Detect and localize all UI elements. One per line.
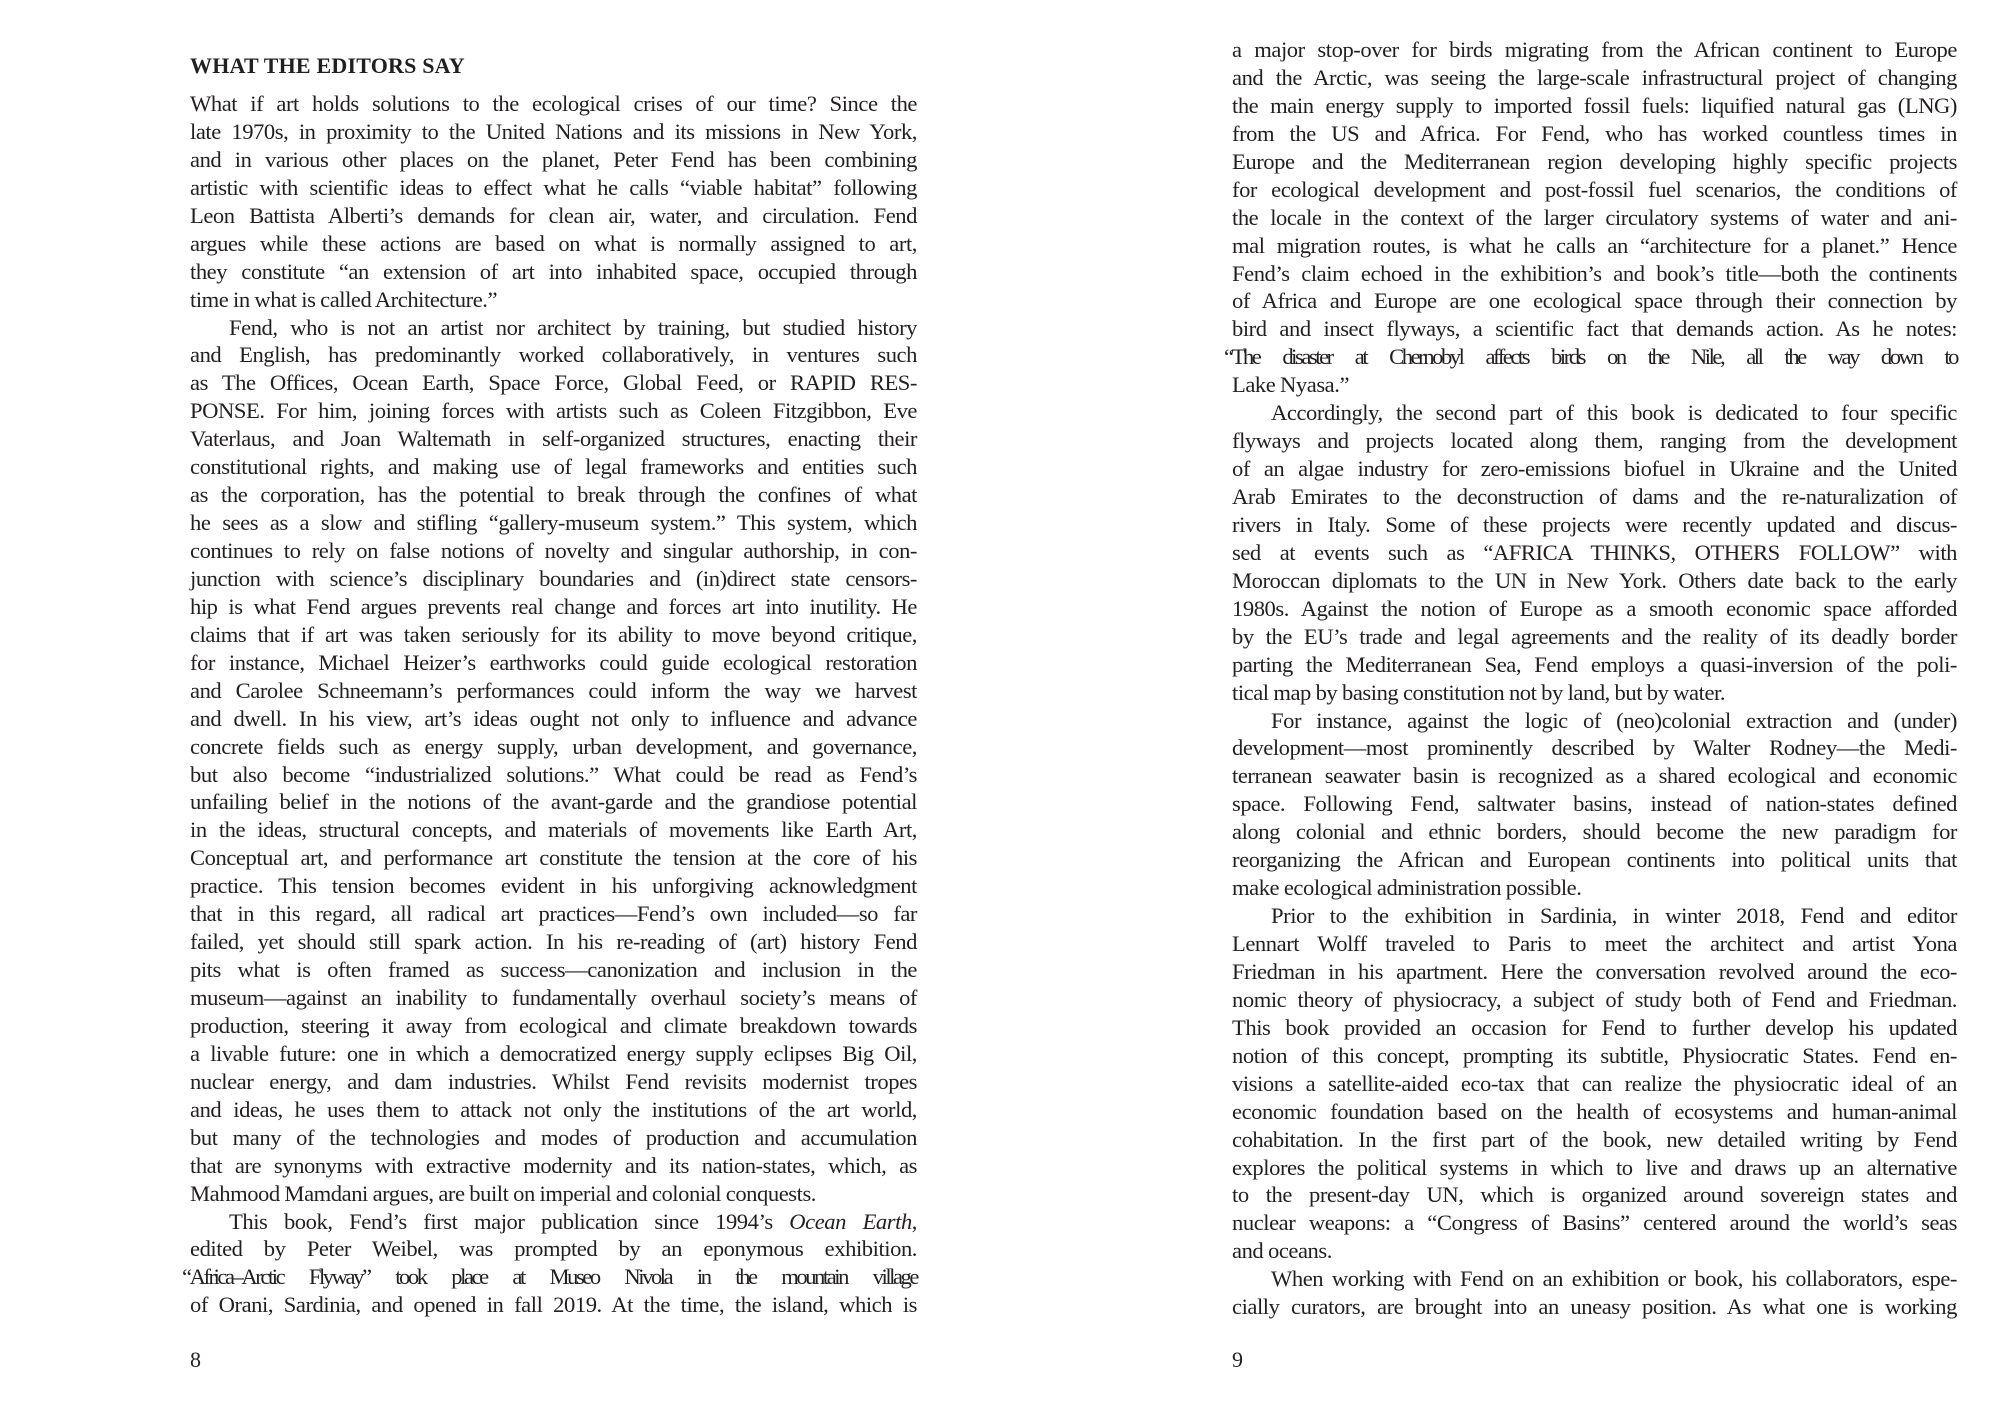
text-line: [190, 537, 917, 565]
text-line-content: Prior to the exhibition in Sardinia, in winter 2018, Fend and editor: [1271, 903, 1957, 929]
text-line-content: of Africa and Europe are one ecological space through their connection by: [1232, 288, 1957, 314]
text-line-content: Moroccan diplomats to the UN in New York. Others date back to the early: [1232, 567, 1957, 593]
text-line: [190, 90, 917, 118]
text-line: [1232, 511, 1957, 539]
text-line-content: the locale in the context of the larger circulatory systems of water and ani-: [1232, 204, 1957, 230]
section-heading: WHAT THE EDITORS SAY: [190, 52, 465, 78]
text-line: [1232, 902, 1957, 930]
text-line: [190, 984, 917, 1012]
text-line: [190, 258, 917, 286]
text-line-content: and Carolee Schneemann’s performances could inform the way we harvest: [190, 677, 917, 703]
text-line-content: terranean seawater basin is recognized as a shared ecological and economic: [1232, 763, 1957, 789]
text-line-content: “The disaster at Chernobyl affects birds on the Nile, all the way down to: [1224, 344, 1957, 370]
text-line: [190, 872, 917, 900]
text-line: [1232, 232, 1957, 260]
text-line: [1232, 818, 1957, 846]
text-line-content: in the ideas, structural concepts, and materials of movements like Earth Art,: [190, 817, 917, 843]
page-number: 9: [1232, 1347, 1243, 1372]
text-line-content: Leon Battista Alberti’s demands for clean air, water, and circulation. Fend: [190, 202, 917, 228]
text-line: [190, 1291, 917, 1319]
text-line-content: they constitute “an extension of art into inhabited space, occupied through: [190, 258, 917, 284]
text-line: [190, 733, 917, 761]
text-line: [1232, 176, 1957, 204]
text-line-content: make ecological administration possible.: [1232, 875, 1582, 901]
text-line: [1232, 762, 1957, 790]
text-line-content: 1980s. Against the notion of Europe as a smooth economic space afforded: [1232, 595, 1957, 621]
text-line-content: and oceans.: [1232, 1238, 1332, 1264]
text-line: [1232, 679, 1957, 707]
text-line: [1232, 651, 1957, 679]
text-line-content: Vaterlaus, and Joan Waltemath in self-organized structures, enacting their: [190, 426, 917, 452]
text-line-content: cohabitation. In the first part of the book, new detailed writing by Fend: [1232, 1126, 1957, 1152]
text-line: [190, 509, 917, 537]
text-line-content: for ecological development and post-fossil fuel scenarios, the conditions of: [1232, 176, 1957, 202]
text-line-content: museum—against an inability to fundamentally overhaul society’s means of: [190, 985, 917, 1010]
text-line-content: flyways and projects located along them, ranging from the development: [1232, 428, 1957, 454]
text-line-content: This book provided an occasion for Fend to further develop his updated: [1232, 1014, 1957, 1040]
text-line: [190, 453, 917, 481]
text-line: [190, 481, 917, 509]
text-line-content: and dwell. In his view, art’s ideas ought not only to influence and advance: [190, 705, 917, 731]
text-line-content: Accordingly, the second part of this book is dedicated to four specific: [1271, 400, 1957, 426]
text-line: [190, 788, 917, 816]
text-line: [1232, 427, 1957, 455]
text-line-content: claims that if art was taken seriously for its ability to move beyond critique,: [190, 621, 917, 647]
text-line: [1232, 260, 1957, 288]
text-line: [190, 621, 917, 649]
text-line-content: constitutional rights, and making use of legal frameworks and entities such: [190, 454, 917, 480]
text-line: [1232, 1098, 1957, 1126]
text-line-content: artistic with scientific ideas to effect what he calls “viable habitat” following: [190, 174, 917, 200]
text-line: [190, 286, 917, 314]
text-line: [190, 1040, 917, 1068]
left-text-column: [182, 90, 917, 1319]
text-line: [1232, 92, 1957, 120]
text-line-content: Lake Nyasa.”: [1232, 372, 1350, 398]
text-line: [1232, 315, 1957, 343]
text-line-content: but many of the technologies and modes of production and accumulation: [190, 1124, 917, 1150]
text-line-content: When working with Fend on an exhibition or book, his collaborators, espe-: [1271, 1266, 1957, 1292]
text-line: [182, 1263, 917, 1291]
text-line-content: pits what is often framed as success—canonization and inclusion in the: [190, 957, 917, 983]
text-line-content: but also become “industrialized solutions.” What could be read as Fend’s: [190, 761, 917, 787]
text-line: [190, 844, 917, 872]
text-line: [190, 230, 917, 258]
punctuation: ,: [911, 1208, 917, 1234]
text-line: [1232, 120, 1957, 148]
text-line: [190, 649, 917, 677]
text-line: [1232, 64, 1957, 92]
text-line-content: Fend’s claim echoed in the exhibition’s and book’s title—both the continents: [1232, 260, 1957, 286]
text-line-content: a major stop-over for birds migrating from the African continent to Europe: [1232, 37, 1957, 62]
text-line: [190, 1124, 917, 1152]
text-line: [1232, 455, 1957, 483]
text-line-content: Fend, who is not an artist nor architect by training, but studied history: [229, 314, 917, 340]
text-line: [190, 341, 917, 369]
text-line: [1232, 734, 1957, 762]
text-line-content: the main energy supply to imported fossil fuels: liquified natural gas (LNG): [1232, 92, 1957, 118]
text-line-content: he sees as a slow and stifling “gallery-museum system.” This system, which: [190, 510, 917, 536]
text-line-content: and the Arctic, was seeing the large-scale infrastructural project of changing: [1232, 64, 1957, 90]
text-line: [1232, 1209, 1957, 1237]
text-line: [1232, 1126, 1957, 1154]
text-line-content: mal migration routes, is what he calls an “architecture for a planet.” Hence: [1232, 232, 1957, 258]
text-line-content: continues to rely on false notions of novelty and singular authorship, in con-: [190, 538, 917, 563]
text-line: [1232, 371, 1957, 399]
text-line: [190, 593, 917, 621]
text-line-content: cially curators, are brought into an uneasy position. As what one is working: [1232, 1294, 1957, 1320]
text-line-content: rivers in Italy. Some of these projects were recently updated and discus-: [1232, 511, 1957, 537]
text-line: [1224, 343, 1957, 371]
text-line-content: Conceptual art, and performance art constitute the tension at the core of his: [190, 845, 917, 871]
text-line-content: late 1970s, in proximity to the United Nations and its missions in New York,: [190, 118, 917, 144]
text-line: [190, 202, 917, 230]
text-line: [1232, 1070, 1957, 1098]
text-line-content: time in what is called Architecture.”: [190, 286, 498, 312]
text-line: [1232, 846, 1957, 874]
text-line-content: Mahmood Mamdani argues, are built on imperial and colonial conquests.: [190, 1180, 817, 1206]
text-line-content: along colonial and ethnic borders, should become the new paradigm for: [1232, 819, 1957, 845]
text-line-content: concrete fields such as energy supply, urban development, and governance,: [190, 733, 917, 759]
text-line: [190, 565, 917, 593]
text-line-content: space. Following Fend, saltwater basins, instead of nation-states defined: [1232, 791, 1957, 817]
text-line-content: visions a satellite-aided eco-tax that can realize the physiocratic ideal of an: [1232, 1070, 1957, 1096]
text-line: [1232, 1237, 1957, 1265]
text-line: [190, 314, 917, 342]
text-line: [190, 1152, 917, 1180]
text-line: [1232, 874, 1957, 902]
text-line: [1232, 958, 1957, 986]
text-line-content: sed at events such as “AFRICA THINKS, OTHERS FOLLOW” with: [1232, 539, 1957, 565]
text-line-content: edited by Peter Weibel, was prompted by an eponymous exhibition.: [190, 1236, 917, 1262]
text-line: [190, 1208, 917, 1236]
page-number: 8: [190, 1347, 201, 1372]
text-line-content: bird and insect flyways, a scientific fact that demands action. As he notes:: [1232, 316, 1957, 342]
text-line: [190, 900, 917, 928]
text-line: [1232, 1014, 1957, 1042]
text-line: [190, 1012, 917, 1040]
text-line: [1232, 1265, 1957, 1293]
text-line: [190, 1235, 917, 1263]
text-line-content: For instance, against the logic of (neo)colonial extraction and (under): [1271, 707, 1957, 733]
text-line: [1232, 1154, 1957, 1182]
text-line: [1232, 567, 1957, 595]
text-line: [190, 1096, 917, 1124]
text-line: [190, 705, 917, 733]
text-line-content: economic foundation based on the health of ecosystems and human-animal: [1232, 1098, 1957, 1124]
text-line-content: of Orani, Sardinia, and opened in fall 2019. At the time, the island, which is: [190, 1292, 917, 1318]
text-line: [190, 146, 917, 174]
text-line: [1232, 148, 1957, 176]
text-line: [190, 425, 917, 453]
text-line-content: Europe and the Mediterranean region developing highly specific projects: [1232, 148, 1957, 174]
text-line-content: This book, Fend’s first major publication since 1994’s: [229, 1208, 790, 1234]
text-line: [190, 118, 917, 146]
text-line-content: nuclear weapons: a “Congress of Basins” centered around the world’s seas: [1232, 1210, 1957, 1236]
text-line-content: for instance, Michael Heizer’s earthworks could guide ecological restoration: [190, 649, 917, 675]
text-line-content: Friedman in his apartment. Here the conversation revolved around the eco-: [1232, 958, 1957, 984]
text-line: [190, 397, 917, 425]
text-line-content: junction with science’s disciplinary boundaries and (in)direct state censors-: [190, 565, 917, 591]
text-line-content: practice. This tension becomes evident in his unforgiving acknowledgment: [190, 873, 917, 899]
right-page: [1000, 0, 2000, 1412]
text-line: [1232, 483, 1957, 511]
text-line: [1232, 204, 1957, 232]
text-line-content: failed, yet should still spark action. In his re-reading of (art) history Fend: [190, 929, 917, 955]
text-line: [190, 761, 917, 789]
text-line: [1232, 1293, 1957, 1321]
text-line: [190, 174, 917, 202]
text-line-content: and ideas, he uses them to attack not only the institutions of the art world,: [190, 1096, 917, 1122]
text-line-content: a livable future: one in which a democratized energy supply eclipses Big Oil,: [190, 1040, 917, 1066]
text-line-content: parting the Mediterranean Sea, Fend employs a quasi-inversion of the poli-: [1232, 651, 1957, 677]
text-line: [1232, 1042, 1957, 1070]
right-text-column: [1224, 36, 1957, 1321]
text-line: [1232, 36, 1957, 64]
text-line-content: Arab Emirates to the deconstruction of dams and the re-naturalization of: [1232, 484, 1957, 509]
text-line-content: as The Offices, Ocean Earth, Space Force, Global Feed, or RAPID RES-: [190, 370, 917, 396]
text-line: [190, 928, 917, 956]
text-line-content: of an algae industry for zero-emissions biofuel in Ukraine and the United: [1232, 456, 1957, 482]
text-line-content: argues while these actions are based on what is normally assigned to art,: [190, 230, 917, 256]
text-line-content: that in this regard, all radical art practices—Fend’s own included—so far: [190, 901, 917, 927]
text-line-content: “Africa–Arctic Flyway” took place at Museo Nivola in the mountain village: [182, 1264, 917, 1290]
text-line-content: What if art holds solutions to the ecological crises of our time? Since the: [190, 91, 917, 116]
text-line-content: from the US and Africa. For Fend, who has worked countless times in: [1232, 120, 1957, 146]
text-line: [1232, 399, 1957, 427]
text-line-content: notion of this concept, prompting its subtitle, Physiocratic States. Fend en-: [1232, 1042, 1957, 1068]
text-line-content: to the present-day UN, which is organized around sovereign states and: [1232, 1182, 1957, 1208]
text-line-content: explores the political systems in which to live and draws up an alternative: [1232, 1154, 1957, 1180]
text-line-content: as the corporation, has the potential to break through the confines of what: [190, 482, 917, 508]
text-line: [190, 816, 917, 844]
text-line-content: by the EU’s trade and legal agreements and the reality of its deadly border: [1232, 623, 1957, 649]
text-line: [1232, 1181, 1957, 1209]
text-line: [1232, 539, 1957, 567]
text-line: [1232, 930, 1957, 958]
text-line: [190, 1068, 917, 1096]
text-line-content: that are synonyms with extractive modernity and its nation-states, which, as: [190, 1152, 917, 1178]
text-line: [190, 1180, 917, 1208]
text-line-content: tical map by basing constitution not by land, but by water.: [1232, 679, 1726, 705]
text-line: [1232, 287, 1957, 315]
text-line: [1232, 623, 1957, 651]
text-line: [190, 956, 917, 984]
text-line: [1232, 986, 1957, 1014]
text-line-content: nuclear energy, and dam industries. Whilst Fend revisits modernist tropes: [190, 1068, 917, 1094]
text-line-content: hip is what Fend argues prevents real change and forces art into inutility. He: [190, 593, 917, 619]
text-line: [1232, 707, 1957, 735]
text-line-content: unfailing belief in the notions of the avant-garde and the grandiose potential: [190, 789, 917, 815]
italic-title: Ocean Earth: [789, 1208, 912, 1234]
text-line-content: and in various other places on the planet, Peter Fend has been combining: [190, 146, 917, 172]
text-line: [190, 369, 917, 397]
text-line-content: and English, has predominantly worked collaboratively, in ventures such: [190, 342, 917, 368]
text-line-content: PONSE. For him, joining forces with artists such as Coleen Fitzgibbon, Eve: [190, 398, 917, 424]
text-line-content: production, steering it away from ecological and climate breakdown towards: [190, 1012, 917, 1038]
text-line-content: reorganizing the African and European continents into political units that: [1232, 847, 1957, 873]
text-line-content: development—most prominently described by Walter Rodney—the Medi-: [1232, 735, 1957, 761]
text-line: [1232, 595, 1957, 623]
text-line-content: Lennart Wolff traveled to Paris to meet the architect and artist Yona: [1232, 931, 1957, 956]
text-line: [1232, 790, 1957, 818]
text-line-content: nomic theory of physiocracy, a subject of study both of Fend and Friedman.: [1232, 986, 1957, 1012]
text-line: [190, 677, 917, 705]
